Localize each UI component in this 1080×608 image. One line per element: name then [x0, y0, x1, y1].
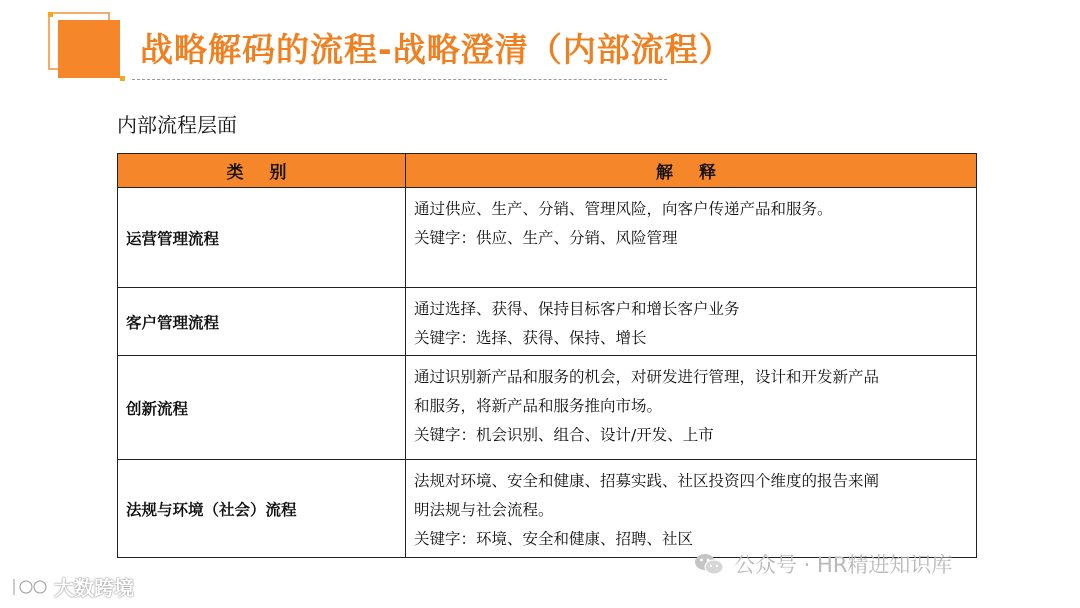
decoration-dot [120, 76, 125, 81]
description-line: 通过供应、生产、分销、管理风险，向客户传递产品和服务。 [414, 200, 833, 218]
row-description [406, 460, 977, 558]
description-keywords: 关键字：环境、安全和健康、招聘、社区 [414, 530, 694, 548]
watermark-text: 公众号 · HR精进知识库 [734, 553, 953, 577]
description-keywords: 关键字：机会识别、组合、设计/开发、上市 [414, 426, 714, 444]
title-divider [132, 79, 667, 80]
title-decoration [48, 12, 128, 82]
table-row [118, 356, 977, 460]
table-row [118, 188, 977, 288]
logo-mark-icon [10, 575, 50, 599]
watermark-wechat [694, 549, 952, 579]
row-description [406, 188, 977, 288]
decoration-filled-square [58, 20, 120, 78]
description-line: 和服务，将新产品和服务推向市场。 [414, 397, 663, 415]
decoration-dot [48, 12, 53, 17]
watermark-brand-text: 大数跨境 [54, 576, 134, 600]
table-header-row [118, 154, 977, 188]
column-header-explanation: 解 释 [406, 154, 977, 188]
description-line: 法规对环境、安全和健康、招募实践、社区投资四个维度的报告来阐 [414, 472, 880, 490]
table-row [118, 288, 977, 356]
section-heading: 内部流程层面 [117, 113, 237, 137]
page-title: 战略解码的流程-战略澄清（内部流程） [140, 30, 733, 69]
description-line: 通过选择、获得、保持目标客户和增长客户业务 [414, 300, 740, 318]
description-line: 明法规与社会流程。 [414, 501, 554, 519]
process-table [117, 153, 977, 558]
row-description [406, 356, 977, 460]
row-category: 创新流程 [118, 356, 406, 460]
description-line: 通过识别新产品和服务的机会，对研发进行管理，设计和开发新产品 [414, 368, 880, 386]
description-keywords: 关键字：选择、获得、保持、增长 [414, 329, 647, 347]
row-description [406, 288, 977, 356]
description-keywords: 关键字：供应、生产、分销、风险管理 [414, 229, 678, 247]
wechat-icon [694, 552, 724, 576]
column-header-category: 类 别 [118, 154, 406, 188]
watermark-brand [10, 572, 134, 601]
row-category: 客户管理流程 [118, 288, 406, 356]
row-category: 运营管理流程 [118, 188, 406, 288]
table-row [118, 460, 977, 558]
row-category: 法规与环境（社会）流程 [118, 460, 406, 558]
